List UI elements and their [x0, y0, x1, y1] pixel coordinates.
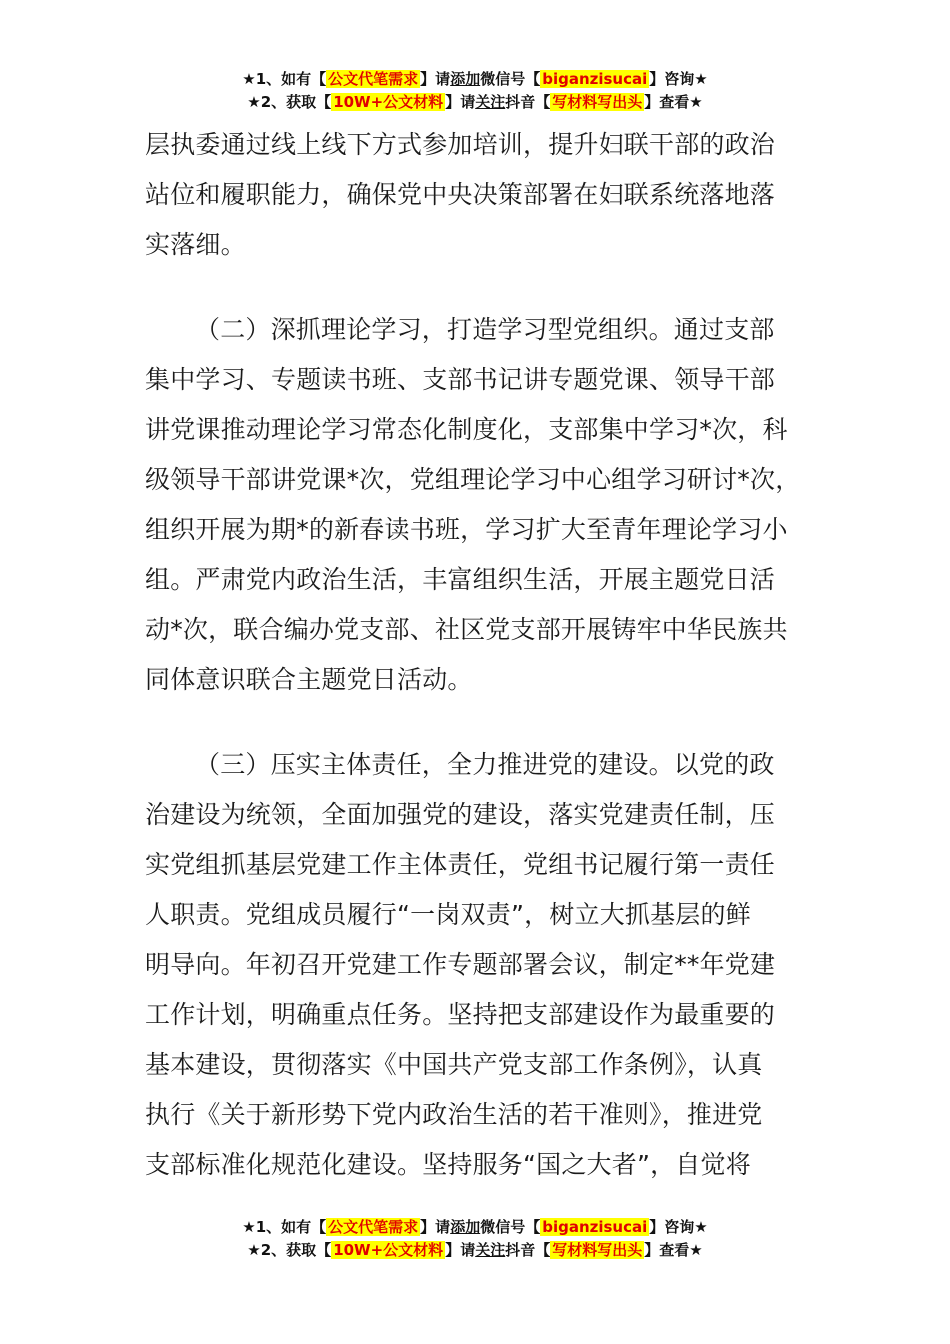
body-line: 站位和履职能力，确保党中央决策部署在妇联系统落地落 — [145, 180, 776, 209]
body-line: 明导向。年初召开党建工作专题部署会议，制定**年党建 — [145, 950, 776, 979]
body-line: 组。严肃党内政治生活，丰富组织生活，开展主题党日活 — [145, 565, 776, 594]
body-line: 工作计划，明确重点任务。坚持把支部建设作为最重要的 — [145, 1000, 776, 1029]
banner-text: 】请 — [445, 93, 476, 111]
body-line: 同体意识联合主题党日活动。 — [145, 665, 473, 694]
section-heading-line: （二）深抓理论学习，打造学习型党组织。通过支部 — [195, 315, 775, 344]
body-line: 治建设为统领，全面加强党的建设，落实党建责任制，压 — [145, 800, 776, 829]
body-line: 集中学习、专题读书班、支部书记讲专题党课、领导干部 — [145, 365, 776, 394]
body-line: 实落细。 — [145, 230, 246, 259]
footer-banner — [0, 1216, 950, 1262]
banner-highlight: biganzisucai — [542, 1218, 648, 1236]
banner-text: 】查看★ — [644, 93, 703, 111]
section-heading-line: （三）压实主体责任，全力推进党的建设。以党的政 — [195, 750, 775, 779]
banner-highlight: 写材料写出头 — [552, 93, 643, 111]
banner-highlight: 10W+公文材料 — [333, 93, 444, 111]
banner-text: ★1、如有【 — [242, 70, 327, 88]
banner-underline: 添加 — [450, 70, 481, 88]
body-line: 基本建设，贯彻落实《中国共产党支部工作条例》，认真 — [145, 1050, 763, 1079]
header-banner — [0, 68, 950, 114]
banner-highlight: 公文代笔需求 — [328, 70, 419, 88]
banner-line-1 — [0, 1216, 950, 1239]
banner-underline: 关注 — [475, 1241, 506, 1259]
banner-text: 微信号【 — [480, 1218, 541, 1236]
banner-line-2 — [0, 91, 950, 114]
banner-underline: 添加 — [450, 1218, 481, 1236]
banner-text: ★2、获取【 — [247, 93, 332, 111]
body-line: 实党组抓基层党建工作主体责任，党组书记履行第一责任 — [145, 850, 776, 879]
banner-text: 】查看★ — [644, 1241, 703, 1259]
banner-highlight: biganzisucai — [542, 70, 648, 88]
banner-text: 抖音【 — [505, 93, 551, 111]
body-line: 支部标准化规范化建设。坚持服务“国之大者”，自觉将 — [145, 1150, 751, 1179]
body-line: 人职责。党组成员履行“一岗双责”，树立大抓基层的鲜 — [145, 900, 751, 929]
banner-text: 】咨询★ — [649, 1218, 708, 1236]
banner-text: 微信号【 — [480, 70, 541, 88]
body-line: 组织开展为期*的新春读书班，学习扩大至青年理论学习小 — [145, 515, 788, 544]
body-line: 级领导干部讲党课*次，党组理论学习中心组学习研讨*次， — [145, 465, 801, 494]
body-line: 动*次，联合编办党支部、社区党支部开展铸牢中华民族共 — [145, 615, 788, 644]
banner-highlight: 公文代笔需求 — [328, 1218, 419, 1236]
body-line: 讲党课推动理论学习常态化制度化，支部集中学习*次，科 — [145, 415, 788, 444]
banner-text: 】请 — [420, 1218, 451, 1236]
banner-highlight: 10W+公文材料 — [333, 1241, 444, 1259]
banner-text: 】请 — [445, 1241, 476, 1259]
banner-underline: 关注 — [475, 93, 506, 111]
body-line: 执行《关于新形势下党内政治生活的若干准则》，推进党 — [145, 1100, 763, 1129]
banner-text: 抖音【 — [505, 1241, 551, 1259]
banner-line-2 — [0, 1239, 950, 1262]
banner-text: 】咨询★ — [649, 70, 708, 88]
banner-text: ★2、获取【 — [247, 1241, 332, 1259]
banner-line-1 — [0, 68, 950, 91]
body-line: 层执委通过线上线下方式参加培训，提升妇联干部的政治 — [145, 130, 776, 159]
banner-highlight: 写材料写出头 — [552, 1241, 643, 1259]
banner-text: ★1、如有【 — [242, 1218, 327, 1236]
banner-text: 】请 — [420, 70, 451, 88]
